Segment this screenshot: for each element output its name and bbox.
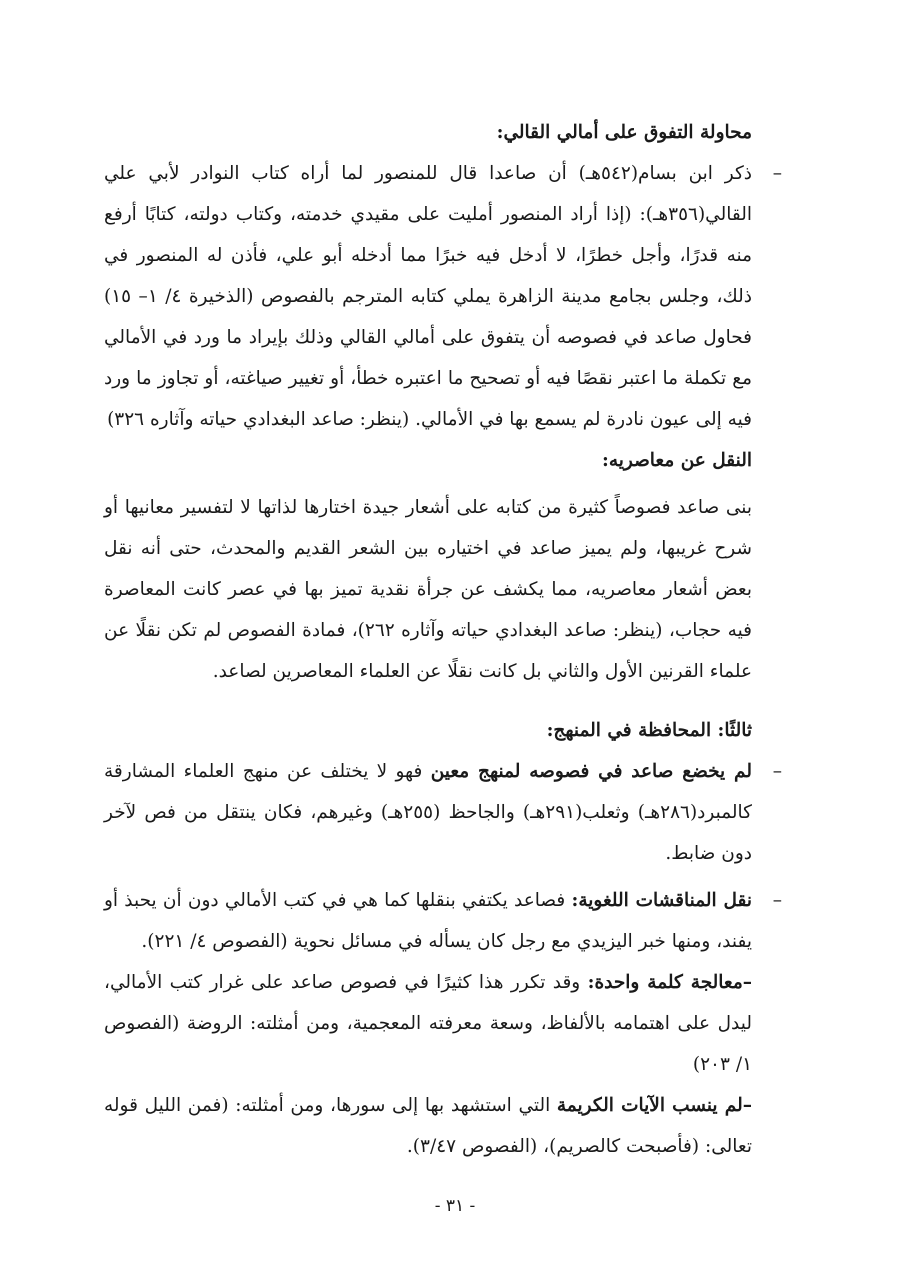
list-item-linguistic-debates [104, 880, 782, 962]
item-text: فهو لا يختلف عن منهج العلماء المشارقة كالمبرد(٢٨٦هـ) وثعلب(٢٩١هـ) والجاحظ (٢٥٥هـ) وغيرهم، فكان ينتقل من فص لآخر دون ضابط. [104, 761, 752, 864]
item-lead: نقل المناقشات اللغوية: [571, 890, 752, 911]
page-number: - ٣١ - [434, 1196, 476, 1216]
paragraph-text: ذكر ابن بسام(٥٤٢هـ) أن صاعدا قال للمنصور لما أراه كتاب النوادر لأبي علي القالي(٣٥٦هـ): (إذا أراد المنصور أمليت على مقيدي خدمته، وكتاب دولته، كتابًا أرفع منه قدرًا، وأجل خطرًا، لا أدخل فيه خبرًا مما أدخله أبو علي، فأذن له المنصور في ذلك، وجلس بجامع مدينة الزاهرة يملي كتابه المترجم بالفصوص (الذخيرة ٤/ ١– ١٥) فحاول صاعد في فصوصه أن يتفوق على أمالي القالي وذلك بإيراد ما ورد في الأمالي مع تكملة ما اعتبر نقصًا فيه أو تصحيح ما اعتبره خطأ، أو تغيير صياغته، أو تجاوز ما ورد فيه إلى عيون نادرة لم يسمع بها في الأمالي. (ينظر: صاعد البغدادي حياته وآثاره ٣٢٦) [104, 163, 752, 430]
page-body [104, 112, 782, 1167]
item-text: التي استشهد بها إلى سورها، ومن أمثلته: (فمن الليل قوله تعالى: (فأصبحت كالصريم)، (الفصوص ٣/٤٧). [104, 1095, 752, 1157]
item-text: وقد تكرر هذا كثيرًا في فصوص صاعد على غرار كتب الأمالي، ليدل على اهتمامه بالألفاظ، وسعة معرفته المعجمية، ومن أمثلته: الروضة (الفصوص ١/ ٢٠٣) [104, 972, 752, 1075]
item-lead: لم يخضع صاعد في فصوصه لمنهج معين [430, 761, 753, 782]
section-heading-contemporaries: النقل عن معاصريه: [601, 450, 752, 471]
list-item-single-word [104, 962, 752, 1085]
item-lead: –لم ينسب الآيات الكريمة [556, 1095, 752, 1116]
list-dash: – [772, 761, 782, 782]
section-heading-method: ثالثًا: المحافظة في المنهج: [546, 720, 752, 741]
list-item-no-method [104, 751, 782, 874]
paragraph-contemporaries: بنى صاعد فصوصاً كثيرة من كتابه على أشعار جيدة اختارها لذاتها لا لتفسير معانيها أو شرح غريبها، ولم يميز صاعد في اختياره بين الشعر القديم والمحدث، حتى أنه نقل بعض أشعار معاصريه، مما يكشف عن جرأة نقدية تميز بها في عصر كانت المعاصرة فيه حجاب، (ينظر: صاعد البغدادي حياته وآثاره ٢٦٢)، فمادة الفصوص لم تكن نقلًا عن علماء القرنين الأول والثاني بل كانت نقلًا عن العلماء المعاصرين لصاعد. [104, 497, 752, 682]
list-dash: – [772, 890, 782, 911]
list-item-verses [104, 1085, 752, 1167]
item-text: فصاعد يكتفي بنقلها كما هي في كتب الأمالي دون أن يحبذ أو يفند، ومنها خبر اليزيدي مع رجل كان يسأله في مسائل نحوية (الفصوص ٤/ ٢٢١). [104, 890, 752, 952]
section-heading-surpass-qali: محاولة التفوق على أمالي القالي: [496, 122, 752, 143]
list-dash: – [772, 163, 782, 184]
item-lead: –معالجة كلمة واحدة: [587, 972, 752, 993]
paragraph-ibn-bassam [104, 153, 782, 440]
